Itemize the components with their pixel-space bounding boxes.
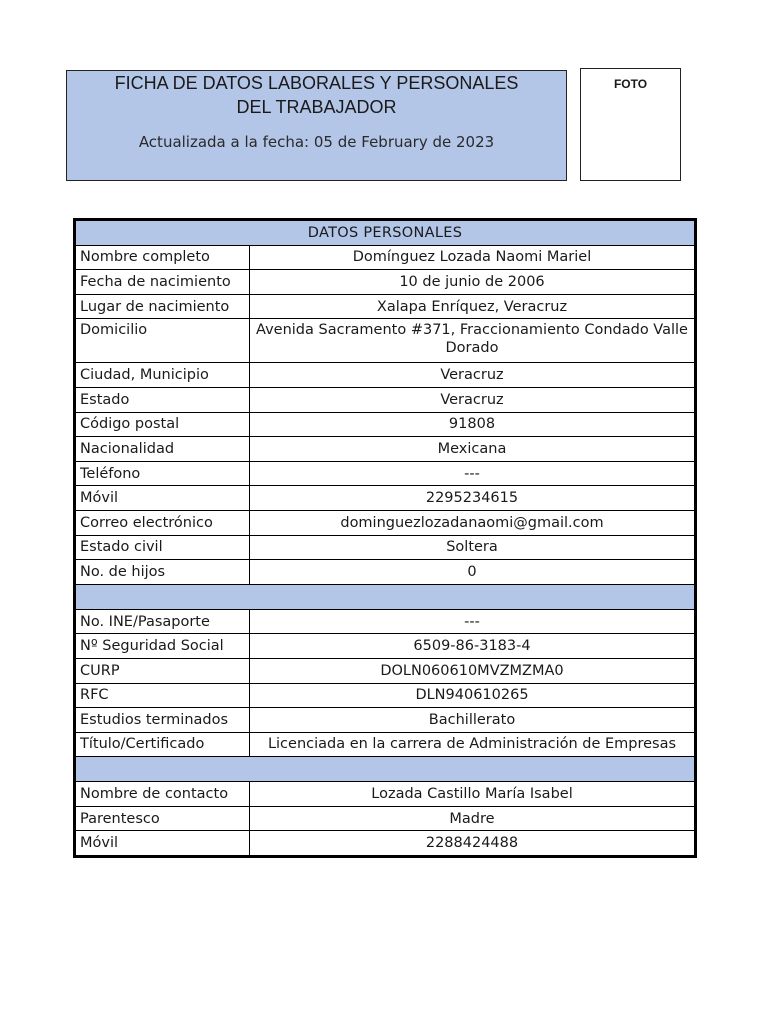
field-value: dominguezlozadanaomi@gmail.com xyxy=(250,510,695,535)
field-value: Soltera xyxy=(250,535,695,560)
field-label: Nombre completo xyxy=(76,245,250,270)
table-row xyxy=(76,387,695,412)
field-label: Teléfono xyxy=(76,461,250,486)
field-label: Nombre de contacto xyxy=(76,782,250,807)
photo-box xyxy=(580,68,681,181)
field-label: Nº Seguridad Social xyxy=(76,634,250,659)
field-value: 0 xyxy=(250,560,695,585)
field-value: Domínguez Lozada Naomi Mariel xyxy=(250,245,695,270)
field-value: Veracruz xyxy=(250,387,695,412)
page-title: FICHA DE DATOS LABORALES Y PERSONALES DEL TRABAJADOR xyxy=(114,73,519,117)
table-row xyxy=(76,319,695,363)
field-label: Código postal xyxy=(76,412,250,437)
field-value: --- xyxy=(250,609,695,634)
table-row xyxy=(76,732,695,757)
updated-date: Actualizada a la fecha: 05 de February de 2023 xyxy=(138,133,495,151)
field-value: 2295234615 xyxy=(250,486,695,511)
field-value: Mexicana xyxy=(250,437,695,462)
table-row xyxy=(76,560,695,585)
field-value: Licenciada en la carrera de Administración de Empresas xyxy=(250,732,695,757)
field-value: --- xyxy=(250,461,695,486)
table-row xyxy=(76,270,695,295)
field-value: 2288424488 xyxy=(250,831,695,856)
field-label: Lugar de nacimiento xyxy=(76,294,250,319)
divider-cell xyxy=(76,757,695,782)
field-label: Parentesco xyxy=(76,806,250,831)
table-row xyxy=(76,806,695,831)
field-value: DOLN060610MVZMZMA0 xyxy=(250,658,695,683)
field-label: No. de hijos xyxy=(76,560,250,585)
field-label: RFC xyxy=(76,683,250,708)
table-row xyxy=(76,245,695,270)
field-label: Estado civil xyxy=(76,535,250,560)
section-divider xyxy=(76,757,695,782)
table-row xyxy=(76,486,695,511)
field-value: 10 de junio de 2006 xyxy=(250,270,695,295)
table-row xyxy=(76,510,695,535)
field-value: Madre xyxy=(250,806,695,831)
field-value: Avenida Sacramento #371, Fraccionamiento Condado Valle Dorado xyxy=(250,319,695,363)
field-label: Móvil xyxy=(76,486,250,511)
field-label: Nacionalidad xyxy=(76,437,250,462)
table-row xyxy=(76,461,695,486)
table-row xyxy=(76,782,695,807)
table-row xyxy=(76,412,695,437)
table-row xyxy=(76,634,695,659)
field-value: Bachillerato xyxy=(250,708,695,733)
field-label: No. INE/Pasaporte xyxy=(76,609,250,634)
divider-cell xyxy=(76,584,695,609)
table-row xyxy=(76,294,695,319)
field-value: Lozada Castillo María Isabel xyxy=(250,782,695,807)
field-label: Fecha de nacimiento xyxy=(76,270,250,295)
photo-label: FOTO xyxy=(613,77,648,91)
personal-data-table xyxy=(73,218,697,858)
table-row xyxy=(76,535,695,560)
table-row xyxy=(76,831,695,856)
field-value: Veracruz xyxy=(250,363,695,388)
field-label: Domicilio xyxy=(76,319,250,363)
field-label: Estudios terminados xyxy=(76,708,250,733)
field-label: Móvil xyxy=(76,831,250,856)
table-row xyxy=(76,708,695,733)
field-label: Título/Certificado xyxy=(76,732,250,757)
header-box xyxy=(66,70,567,181)
table-row xyxy=(76,609,695,634)
table-row xyxy=(76,658,695,683)
section-header xyxy=(76,221,695,246)
field-label: Estado xyxy=(76,387,250,412)
field-value: Xalapa Enríquez, Veracruz xyxy=(250,294,695,319)
field-label: Correo electrónico xyxy=(76,510,250,535)
field-value: 6509-86-3183-4 xyxy=(250,634,695,659)
field-label: Ciudad, Municipio xyxy=(76,363,250,388)
field-value: 91808 xyxy=(250,412,695,437)
table-row xyxy=(76,437,695,462)
field-value: DLN940610265 xyxy=(250,683,695,708)
section-title: DATOS PERSONALES xyxy=(76,221,695,246)
table-row xyxy=(76,363,695,388)
section-divider xyxy=(76,584,695,609)
field-label: CURP xyxy=(76,658,250,683)
table-row xyxy=(76,683,695,708)
